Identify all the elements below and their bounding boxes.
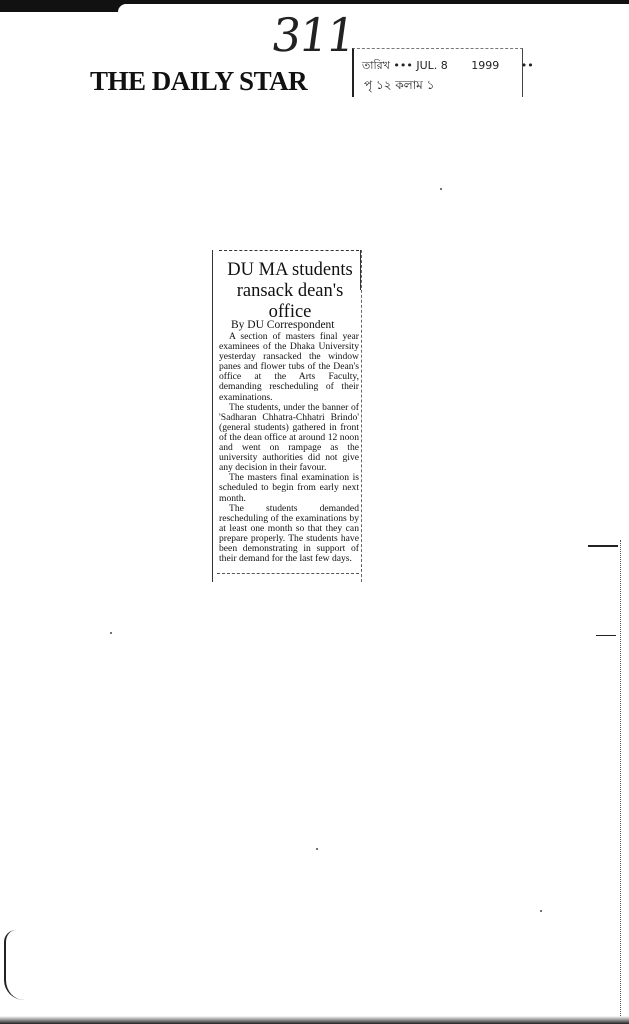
date-stamp-year: 1999 (471, 59, 500, 72)
news-clipping (212, 250, 362, 582)
date-stamp-dots: •• (520, 59, 534, 72)
scan-left-scribble (4, 930, 40, 1000)
newspaper-masthead: THE DAILY STAR (90, 66, 308, 96)
article-byline: By DU Correspondent (231, 319, 335, 331)
scan-speck (440, 188, 442, 190)
article-paragraph: The students demanded rescheduling of the examinations by at least one month so that they can prepare properly. The students have been demonstrating in support of their demand for the last few days. (219, 502, 359, 565)
date-stamp-date: JUL. 8 (416, 59, 448, 72)
scan-speck (316, 848, 318, 850)
scan-speck (540, 910, 542, 912)
scan-speck (110, 632, 112, 634)
date-stamp-prefix: তারিখ ••• (362, 59, 413, 72)
article-paragraph: The masters final examination is scheduled to begin from early next month. (219, 472, 359, 504)
article-paragraph: The students, under the banner of 'Sadharan Chhatra-Chhatri Brindo' (general students) gathered in front of the dean office at around 12 noon and went on rampage as the university authorities did not give any decision in their favour. (219, 401, 359, 474)
date-stamp-page-column: পৃ ১২ কলাম ১ (364, 78, 435, 92)
scan-right-edge (620, 540, 629, 1024)
date-stamp-row1 (362, 57, 534, 76)
handwritten-page-number: 311 (268, 8, 358, 62)
article-headline: DU MA students ransack dean's office (227, 260, 353, 322)
article-body (219, 332, 359, 564)
article-paragraph: A section of masters final year examinees of the Dhaka University yesterday ransacked the window panes and flower tubs of the Dean's office at the Arts Faculty, demanding rescheduling of their examinations. (219, 331, 359, 403)
scan-mark (596, 635, 616, 636)
clipping-top-border (219, 250, 359, 251)
page-top-margin (118, 4, 629, 16)
scan-mark (588, 545, 618, 547)
date-stamp (352, 48, 534, 97)
scan-bottom-edge (0, 1016, 629, 1024)
clipping-bottom-border (217, 573, 359, 574)
